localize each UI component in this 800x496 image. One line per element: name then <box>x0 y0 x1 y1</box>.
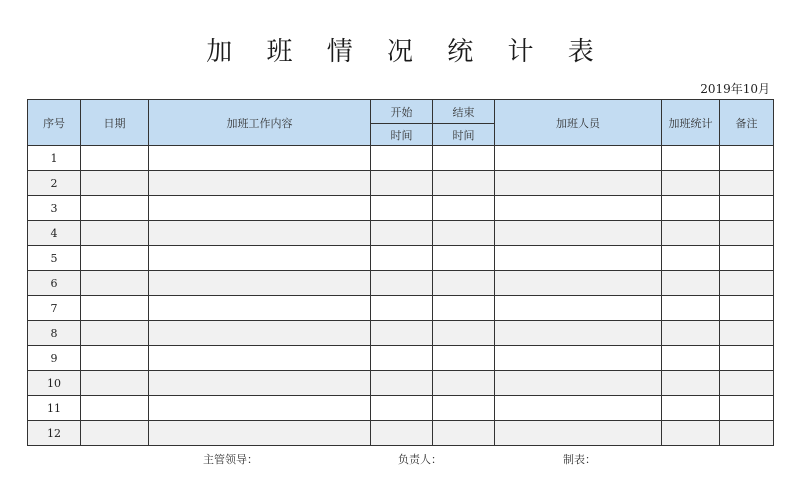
header-date: 日期 <box>81 100 149 146</box>
footer-prepared-by: 制表： <box>563 453 596 466</box>
cell-content[interactable] <box>149 346 371 371</box>
table-row <box>28 221 774 246</box>
table-row <box>28 346 774 371</box>
cell-stats[interactable] <box>662 271 720 296</box>
cell-content[interactable] <box>149 171 371 196</box>
table-row <box>28 396 774 421</box>
header-content: 加班工作内容 <box>149 100 371 146</box>
cell-date[interactable] <box>81 396 149 421</box>
table-row <box>28 296 774 321</box>
cell-content[interactable] <box>149 421 371 446</box>
cell-seq: 11 <box>28 396 81 421</box>
cell-start-time[interactable] <box>371 271 433 296</box>
cell-content[interactable] <box>149 196 371 221</box>
cell-seq: 10 <box>28 371 81 396</box>
cell-content[interactable] <box>149 396 371 421</box>
cell-seq: 7 <box>28 296 81 321</box>
cell-stats[interactable] <box>662 171 720 196</box>
cell-date[interactable] <box>81 421 149 446</box>
cell-seq: 12 <box>28 421 81 446</box>
cell-seq: 1 <box>28 146 81 171</box>
header-seq: 序号 <box>28 100 81 146</box>
cell-people[interactable] <box>495 196 662 221</box>
cell-seq: 2 <box>28 171 81 196</box>
cell-date[interactable] <box>81 296 149 321</box>
overtime-table <box>27 99 774 446</box>
cell-notes[interactable] <box>720 296 774 321</box>
cell-notes[interactable] <box>720 371 774 396</box>
cell-stats[interactable] <box>662 146 720 171</box>
cell-end-time[interactable] <box>433 271 495 296</box>
cell-seq: 9 <box>28 346 81 371</box>
cell-seq: 4 <box>28 221 81 246</box>
cell-end-time[interactable] <box>433 321 495 346</box>
cell-start-time[interactable] <box>371 371 433 396</box>
cell-content[interactable] <box>149 146 371 171</box>
cell-end-time[interactable] <box>433 171 495 196</box>
table-row <box>28 371 774 396</box>
cell-notes[interactable] <box>720 321 774 346</box>
header-stats: 加班统计 <box>662 100 720 146</box>
cell-stats[interactable] <box>662 421 720 446</box>
header-start: 开始 <box>371 100 433 124</box>
cell-people[interactable] <box>495 171 662 196</box>
cell-start-time[interactable] <box>371 421 433 446</box>
cell-people[interactable] <box>495 396 662 421</box>
page-title: 加 班 情 况 统 计 表 <box>206 37 607 67</box>
cell-stats[interactable] <box>662 296 720 321</box>
table-row <box>28 271 774 296</box>
cell-notes[interactable] <box>720 196 774 221</box>
cell-end-time[interactable] <box>433 221 495 246</box>
cell-people[interactable] <box>495 146 662 171</box>
cell-end-time[interactable] <box>433 371 495 396</box>
cell-content[interactable] <box>149 371 371 396</box>
cell-people[interactable] <box>495 296 662 321</box>
cell-stats[interactable] <box>662 221 720 246</box>
header-people: 加班人员 <box>495 100 662 146</box>
cell-start-time[interactable] <box>371 146 433 171</box>
table-row <box>28 321 774 346</box>
cell-content[interactable] <box>149 221 371 246</box>
cell-seq: 5 <box>28 246 81 271</box>
cell-seq: 8 <box>28 321 81 346</box>
cell-end-time[interactable] <box>433 146 495 171</box>
cell-date[interactable] <box>81 196 149 221</box>
cell-date[interactable] <box>81 246 149 271</box>
cell-people[interactable] <box>495 421 662 446</box>
cell-notes[interactable] <box>720 146 774 171</box>
cell-start-time[interactable] <box>371 296 433 321</box>
table-row <box>28 196 774 221</box>
cell-stats[interactable] <box>662 321 720 346</box>
cell-notes[interactable] <box>720 246 774 271</box>
cell-start-time[interactable] <box>371 221 433 246</box>
cell-people[interactable] <box>495 271 662 296</box>
cell-people[interactable] <box>495 321 662 346</box>
cell-stats[interactable] <box>662 346 720 371</box>
cell-end-time[interactable] <box>433 346 495 371</box>
table-row <box>28 246 774 271</box>
cell-start-time[interactable] <box>371 346 433 371</box>
cell-start-time[interactable] <box>371 396 433 421</box>
cell-stats[interactable] <box>662 396 720 421</box>
cell-stats[interactable] <box>662 196 720 221</box>
cell-date[interactable] <box>81 146 149 171</box>
cell-start-time[interactable] <box>371 196 433 221</box>
cell-end-time[interactable] <box>433 296 495 321</box>
cell-content[interactable] <box>149 246 371 271</box>
cell-notes[interactable] <box>720 346 774 371</box>
cell-people[interactable] <box>495 246 662 271</box>
cell-seq: 6 <box>28 271 81 296</box>
footer-responsible: 负责人： <box>398 453 442 466</box>
cell-start-time[interactable] <box>371 171 433 196</box>
cell-notes[interactable] <box>720 396 774 421</box>
cell-stats[interactable] <box>662 371 720 396</box>
footer-supervisor: 主管领导： <box>203 453 258 466</box>
cell-notes[interactable] <box>720 421 774 446</box>
table-row <box>28 171 774 196</box>
cell-notes[interactable] <box>720 171 774 196</box>
cell-date[interactable] <box>81 346 149 371</box>
header-end-time: 时间 <box>433 124 495 146</box>
header-end: 结束 <box>433 100 495 124</box>
cell-stats[interactable] <box>662 246 720 271</box>
table-row <box>28 421 774 446</box>
cell-date[interactable] <box>81 321 149 346</box>
cell-end-time[interactable] <box>433 196 495 221</box>
cell-date[interactable] <box>81 221 149 246</box>
cell-end-time[interactable] <box>433 396 495 421</box>
cell-people[interactable] <box>495 371 662 396</box>
cell-content[interactable] <box>149 271 371 296</box>
header-notes: 备注 <box>720 100 774 146</box>
cell-notes[interactable] <box>720 271 774 296</box>
table-body <box>28 146 774 446</box>
cell-content[interactable] <box>149 296 371 321</box>
report-date: 2019年10月 <box>700 82 770 96</box>
cell-date[interactable] <box>81 271 149 296</box>
cell-people[interactable] <box>495 221 662 246</box>
table-row <box>28 146 774 171</box>
cell-date[interactable] <box>81 171 149 196</box>
cell-end-time[interactable] <box>433 246 495 271</box>
header-start-time: 时间 <box>371 124 433 146</box>
cell-start-time[interactable] <box>371 246 433 271</box>
cell-notes[interactable] <box>720 221 774 246</box>
cell-end-time[interactable] <box>433 421 495 446</box>
cell-content[interactable] <box>149 321 371 346</box>
cell-start-time[interactable] <box>371 321 433 346</box>
cell-seq: 3 <box>28 196 81 221</box>
cell-people[interactable] <box>495 346 662 371</box>
cell-date[interactable] <box>81 371 149 396</box>
